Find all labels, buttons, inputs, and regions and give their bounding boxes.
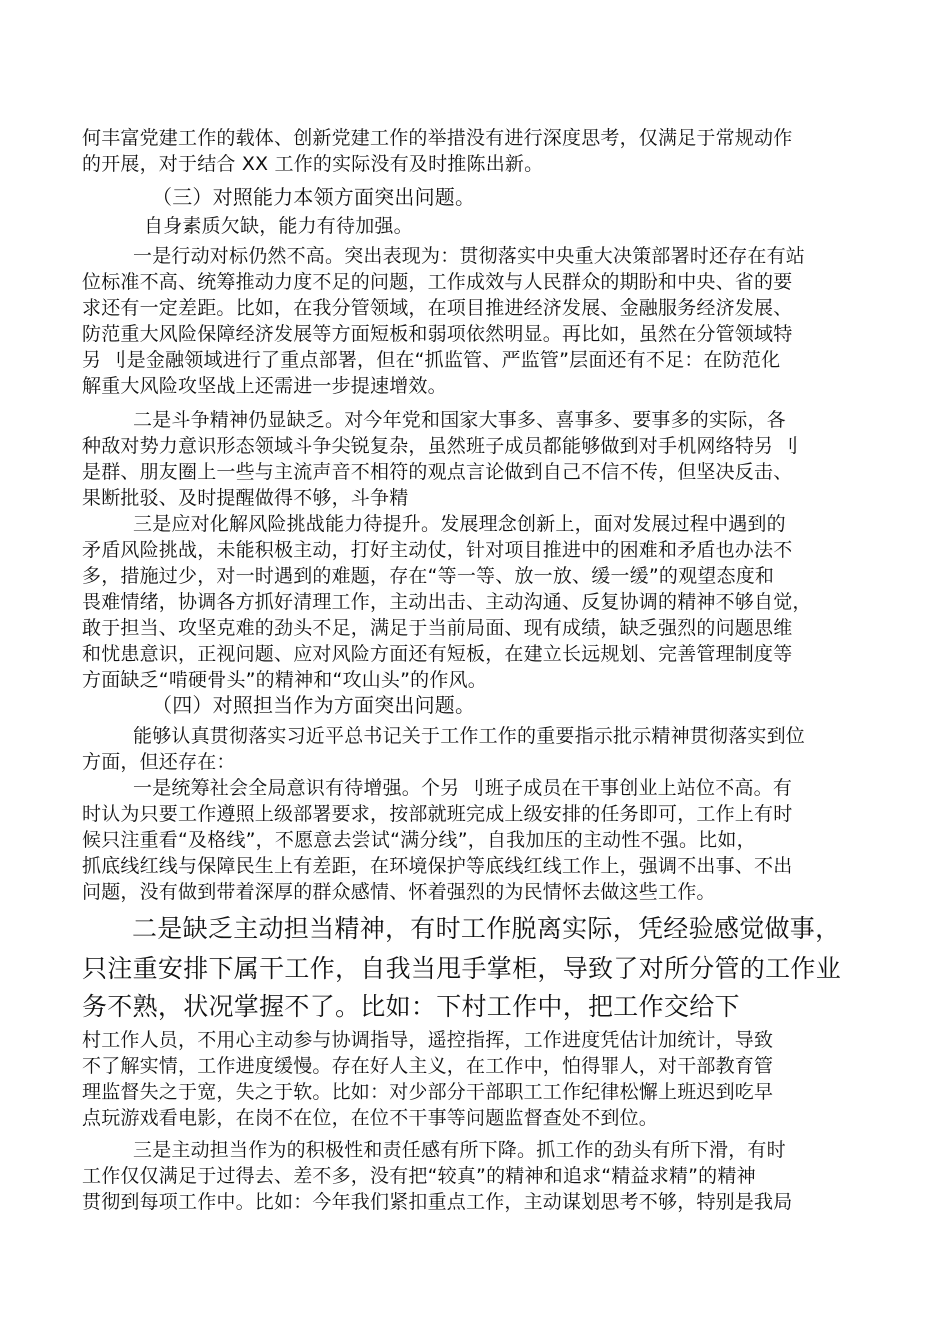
text-line: 另 刂是金融领域进行了重点部署，但在“抓监管、严监管”层面还有不足：在防范化 (82, 349, 781, 371)
text-line: 方面，但还存在： (82, 751, 236, 773)
text-line: 只注重安排下属干工作，自我当甩手掌柜，导致了对所分管的工作业 (82, 954, 842, 983)
text-line: 种敌对势力意识形态领域斗争尖锐复杂，虽然班子成员都能够做到对手机网络特另 刂 (82, 435, 799, 457)
text-line: 问题，没有做到带着深厚的群众感情、怀着强烈的为民情怀去做这些工作。 (82, 881, 716, 903)
text-line: 三是应对化解风险挑战能力待提升。发展理念创新上，面对发展过程中遇到的 (133, 513, 786, 535)
text-line: 候只注重看“及格线”，不愿意去尝试“满分线”，自我加压的主动性不强。比如， (82, 829, 756, 851)
text-line: 二是缺乏主动担当精神，有时工作脱离实际，凭经验感觉做事， (132, 914, 841, 943)
text-line: 能够认真贯彻落实习近平总书记关于工作工作的重要指示批示精神贯彻落实到位 (133, 725, 806, 747)
text-line: 贯彻到每项工作中。比如：今年我们紧扣重点工作，主动谋划思考不够，特别是我局 (82, 1191, 793, 1213)
text-line: 果断批驳、及时提醒做得不够，斗争精 (82, 487, 409, 509)
text-line: 多，措施过少，对一时遇到的难题，存在“等一等、放一放、缓一缓”的观望态度和 (82, 565, 775, 587)
text-line: 矛盾风险挑战，未能积极主动，打好主动仗，针对项目推进中的困难和矛盾也办法不 (82, 539, 793, 561)
text-line: 敢于担当、攻坚克难的劲头不足，满足于当前局面、现有成绩，缺乏强烈的问题思维 (82, 617, 793, 639)
text-line: 方面缺乏“啃硬骨头”的精神和“攻山头”的作风。 (82, 669, 487, 691)
text-line: 的开展，对于结合 XX 工作的实际没有及时推陈出新。 (82, 153, 544, 175)
text-line: 村工作人员，不用心主动参与协调指导，遥控指挥，工作进度凭估计加统计，导致 (82, 1029, 774, 1051)
text-line: 解重大风险攻坚战上还需进一步提速增效。 (82, 375, 447, 397)
heading-text: （三）对照能力本领方面突出问题。 (152, 185, 476, 209)
text-line: 和忧患意识，正视问题、应对风险方面还有短板，在建立长远规划、完善管理制度等 (82, 643, 793, 665)
text-line: 是群、朋友圈上一些与主流声音不相符的观点言论做到自己不信不传，但坚决反击、 (82, 461, 793, 483)
text-line: 一是统筹社会全局意识有待增强。个另 刂班子成员在干事创业上站位不高。有 (133, 777, 793, 799)
text-line: 自身素质欠缺，能力有待加强。 (144, 215, 413, 237)
text-line: 求还有一定差距。比如，在我分管领域，在项目推进经济发展、金融服务经济发展、 (82, 297, 793, 319)
text-line: 二是斗争精神仍显缺乏。对今年党和国家大事多、喜事多、要事多的实际，各 (133, 409, 786, 431)
text-line: 务不熟，状况掌握不了。比如：下村工作中，把工作交给下 (82, 992, 740, 1021)
text-line: 时认为只要工作遵照上级部署要求，按部就班完成上级安排的任务即可，工作上有时 (82, 803, 793, 825)
text-line: 点玩游戏看电影，在岗不在位，在位不干事等问题监督查处不到位。 (82, 1107, 659, 1129)
text-line: 不了解实情，工作进度缓慢。存在好人主义，在工作中，怕得罪人，对干部教育管 (82, 1055, 774, 1077)
heading-text: （四）对照担当作为方面突出问题。 (152, 693, 476, 717)
text-line: 理监督失之于宽，失之于软。比如：对少部分干部职工工作纪律松懈上班迟到吃早 (82, 1081, 774, 1103)
text-line: 何丰富党建工作的载体、创新党建工作的举措没有进行深度思考，仅满足于常规动作 (82, 127, 793, 149)
text-line: 防范重大风险保障经济发展等方面短板和弱项依然明显。再比如，虽然在分管领域特 (82, 323, 793, 345)
text-line: 工作仅仅满足于过得去、差不多，没有把“较真”的精神和追求“精益求精”的精神 (82, 1165, 756, 1187)
text-line: 三是主动担当作为的积极性和责任感有所下降。抓工作的劲头有所下滑，有时 (133, 1139, 786, 1161)
text-line: 一是行动对标仍然不高。突出表现为：贯彻落实中央重大决策部署时还存在有站 (133, 245, 806, 267)
text-line: 位标准不高、统筹推动力度不足的问题，工作成效与人民群众的期盼和中央、省的要 (82, 271, 793, 293)
text-line: 抓底线红线与保障民生上有差距，在环境保护等底线红线工作上，强调不出事、不出 (82, 855, 793, 877)
text-line: 畏难情绪，协调各方抓好清理工作，主动出击、主动沟通、反复协调的精神不够自觉， (82, 591, 812, 613)
